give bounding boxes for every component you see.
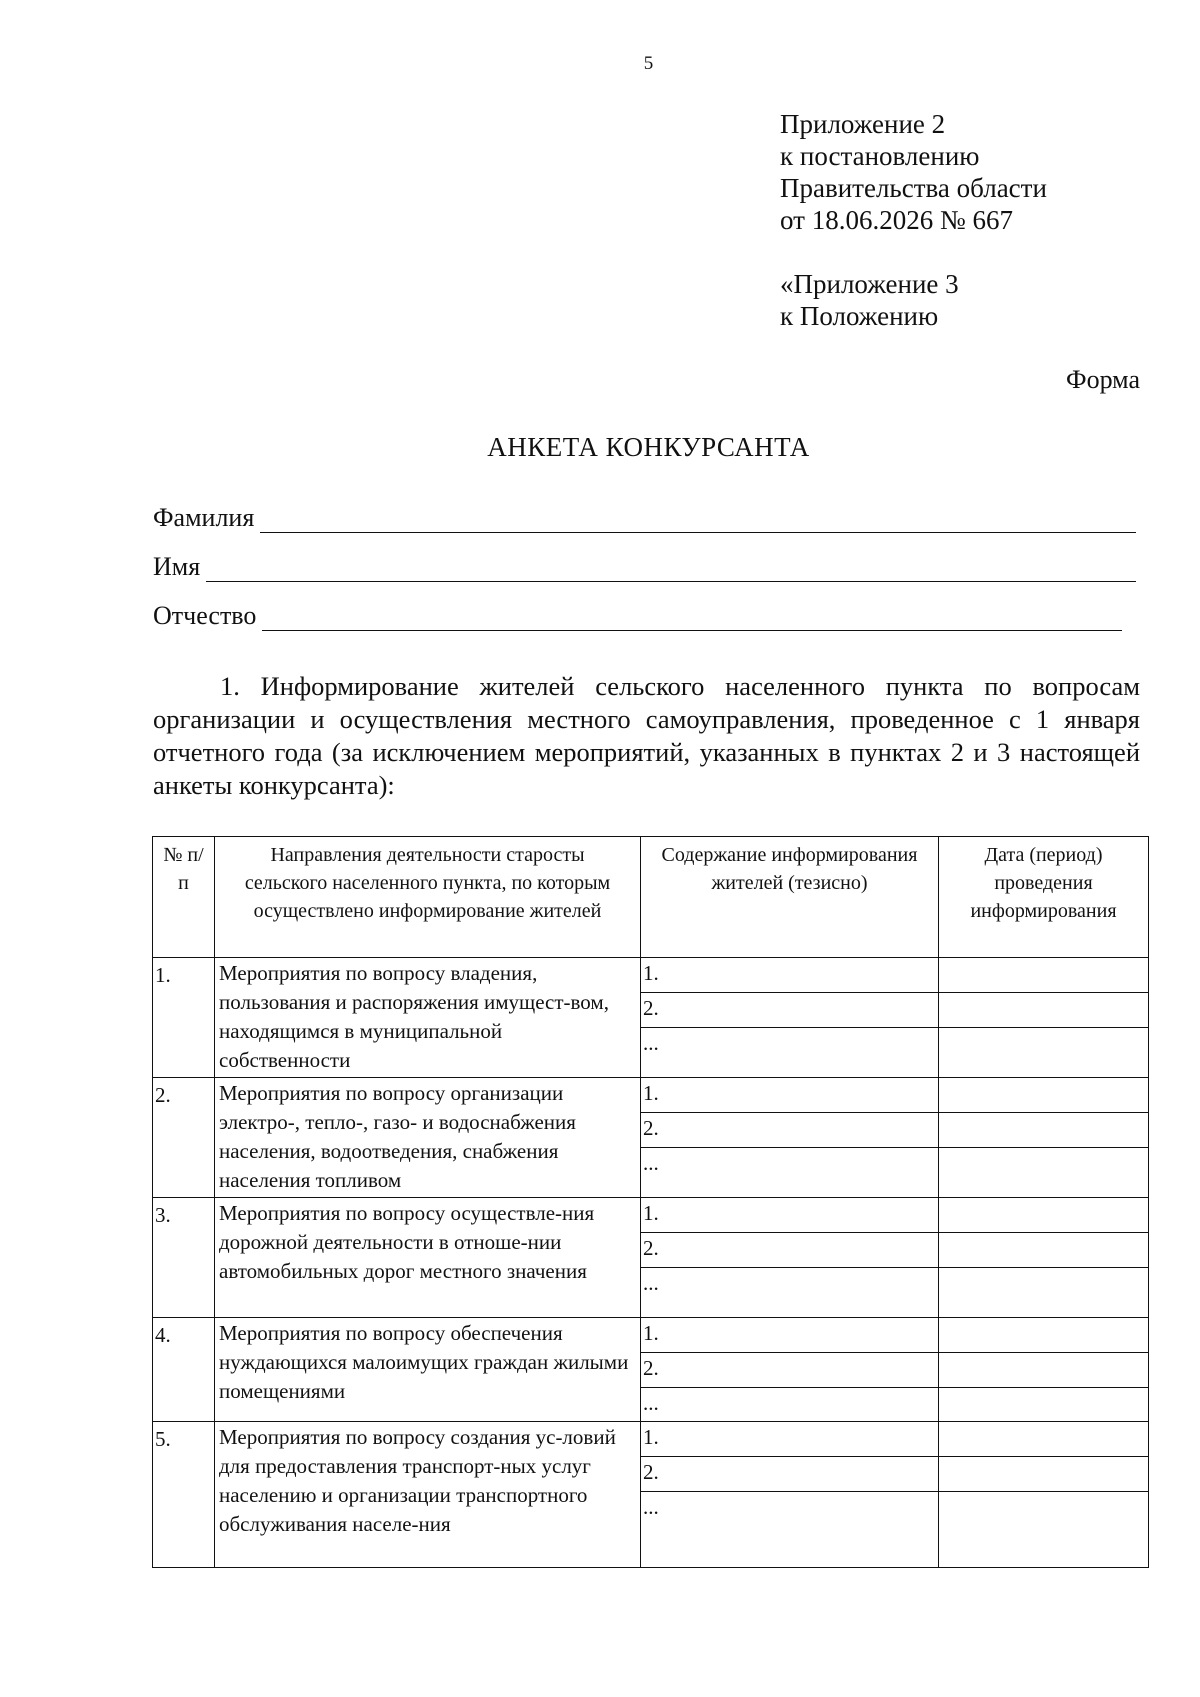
- content-item[interactable]: 2.: [641, 1233, 938, 1268]
- appendix-line: Правительства области: [780, 173, 1047, 203]
- date-item[interactable]: [939, 1198, 1148, 1233]
- row-date-cell: [939, 1078, 1149, 1198]
- content-item[interactable]: ...: [643, 1031, 659, 1055]
- table-header-row: [153, 837, 1149, 958]
- row-direction: Мероприятия по вопросу создания ус-ловий для предоставления транспорт-ных услуг населению и организации транспортного обслуживания населе-ния: [215, 1422, 641, 1568]
- content-item[interactable]: ...: [643, 1495, 659, 1519]
- table-row: [153, 1318, 1149, 1422]
- date-item[interactable]: [939, 1028, 1148, 1077]
- content-item[interactable]: 2.: [641, 1457, 938, 1492]
- content-item[interactable]: ...: [643, 1271, 659, 1295]
- header-num: № п/п: [153, 837, 215, 958]
- date-item[interactable]: [939, 1388, 1148, 1421]
- date-item[interactable]: [939, 1353, 1148, 1388]
- name-label: Имя: [153, 552, 201, 581]
- row-number: 3.: [153, 1198, 215, 1318]
- table-row: [153, 1078, 1149, 1198]
- row-date-cell: [939, 1318, 1149, 1422]
- appendix-line: к постановлению: [780, 141, 980, 171]
- appendix-spacer: [780, 236, 1047, 268]
- date-item[interactable]: [939, 1422, 1148, 1457]
- row-number: 2.: [153, 1078, 215, 1198]
- row-date-cell: [939, 1422, 1149, 1568]
- row-number: 4.: [153, 1318, 215, 1422]
- date-item[interactable]: [939, 1268, 1148, 1317]
- row-content-cell: [641, 1078, 939, 1198]
- name-field[interactable]: [153, 552, 1136, 582]
- surname-field[interactable]: [153, 503, 1136, 533]
- row-direction: Мероприятия по вопросу владения, пользования и распоряжения имущест-вом, находящимся в муниципальной собственности: [215, 958, 641, 1078]
- appendix-line: от 18.06.2026 № 667: [780, 205, 1013, 235]
- row-direction: Мероприятия по вопросу осуществле-ния дорожной деятельности в отноше-нии автомобильных дорог местного значения: [215, 1198, 641, 1318]
- date-item[interactable]: [939, 1113, 1148, 1148]
- appendix-line: Приложение 2: [780, 109, 946, 139]
- appendix-line: к Положению: [780, 301, 939, 331]
- activities-table: [152, 836, 1149, 1568]
- date-item[interactable]: [939, 1233, 1148, 1268]
- surname-label: Фамилия: [153, 503, 255, 532]
- header-content: Содержание информирования жителей (тезисно): [641, 837, 939, 958]
- row-date-cell: [939, 1198, 1149, 1318]
- table-row: [153, 958, 1149, 1078]
- header-date: Дата (период) проведения информирования: [939, 837, 1149, 958]
- document-title: АНКЕТА КОНКУРСАНТА: [487, 432, 810, 462]
- header-direction: Направления деятельности старосты сельского населенного пункта, по которым осуществлено информирование жителей: [215, 837, 641, 958]
- row-content-cell: [641, 1198, 939, 1318]
- row-direction: Мероприятия по вопросу организации электро-, тепло-, газо- и водоснабжения населения, водоотведения, снабжения населения топливом: [215, 1078, 641, 1198]
- date-item[interactable]: [939, 1078, 1148, 1113]
- table-row: [153, 1422, 1149, 1568]
- patronymic-field[interactable]: [153, 601, 1122, 631]
- row-number: 1.: [153, 958, 215, 1078]
- row-content-cell: [641, 958, 939, 1078]
- date-item[interactable]: [939, 958, 1148, 993]
- date-item[interactable]: [939, 1457, 1148, 1492]
- appendix-line: «Приложение 3: [780, 269, 959, 299]
- content-item[interactable]: 2.: [641, 993, 938, 1028]
- row-date-cell: [939, 958, 1149, 1078]
- row-number: 5.: [153, 1422, 215, 1568]
- date-item[interactable]: [939, 1492, 1148, 1567]
- date-item[interactable]: [939, 1148, 1148, 1197]
- form-label: Форма: [1066, 365, 1140, 394]
- surname-input-line[interactable]: [260, 508, 1136, 533]
- table-body: [153, 958, 1149, 1568]
- content-item[interactable]: 1.: [641, 1422, 938, 1457]
- appendix-header: [780, 108, 1047, 332]
- content-item[interactable]: 1.: [641, 1198, 938, 1233]
- patronymic-input-line[interactable]: [262, 606, 1122, 631]
- row-content-cell: [641, 1318, 939, 1422]
- content-item[interactable]: 1.: [641, 958, 938, 993]
- date-item[interactable]: [939, 1318, 1148, 1353]
- table-row: [153, 1198, 1149, 1318]
- name-input-line[interactable]: [206, 557, 1136, 582]
- content-item[interactable]: ...: [643, 1151, 659, 1175]
- content-item[interactable]: ...: [643, 1391, 659, 1415]
- patronymic-label: Отчество: [153, 601, 257, 630]
- content-item[interactable]: 1.: [641, 1078, 938, 1113]
- page-number: 5: [643, 53, 654, 74]
- row-content-cell: [641, 1422, 939, 1568]
- content-item[interactable]: 2.: [641, 1353, 938, 1388]
- row-direction: Мероприятия по вопросу обеспечения нуждающихся малоимущих граждан жилыми помещениями: [215, 1318, 641, 1422]
- date-item[interactable]: [939, 993, 1148, 1028]
- content-item[interactable]: 1.: [641, 1318, 938, 1353]
- content-item[interactable]: 2.: [641, 1113, 938, 1148]
- intro-paragraph: 1. Информирование жителей сельского населенного пункта по вопросам организации и осуществления местного самоуправления, проведенное с 1 января отчетного года (за исключением мероприятий, указанных в пунктах 2 и 3 настоящей анкеты конкурсанта):: [153, 671, 1140, 800]
